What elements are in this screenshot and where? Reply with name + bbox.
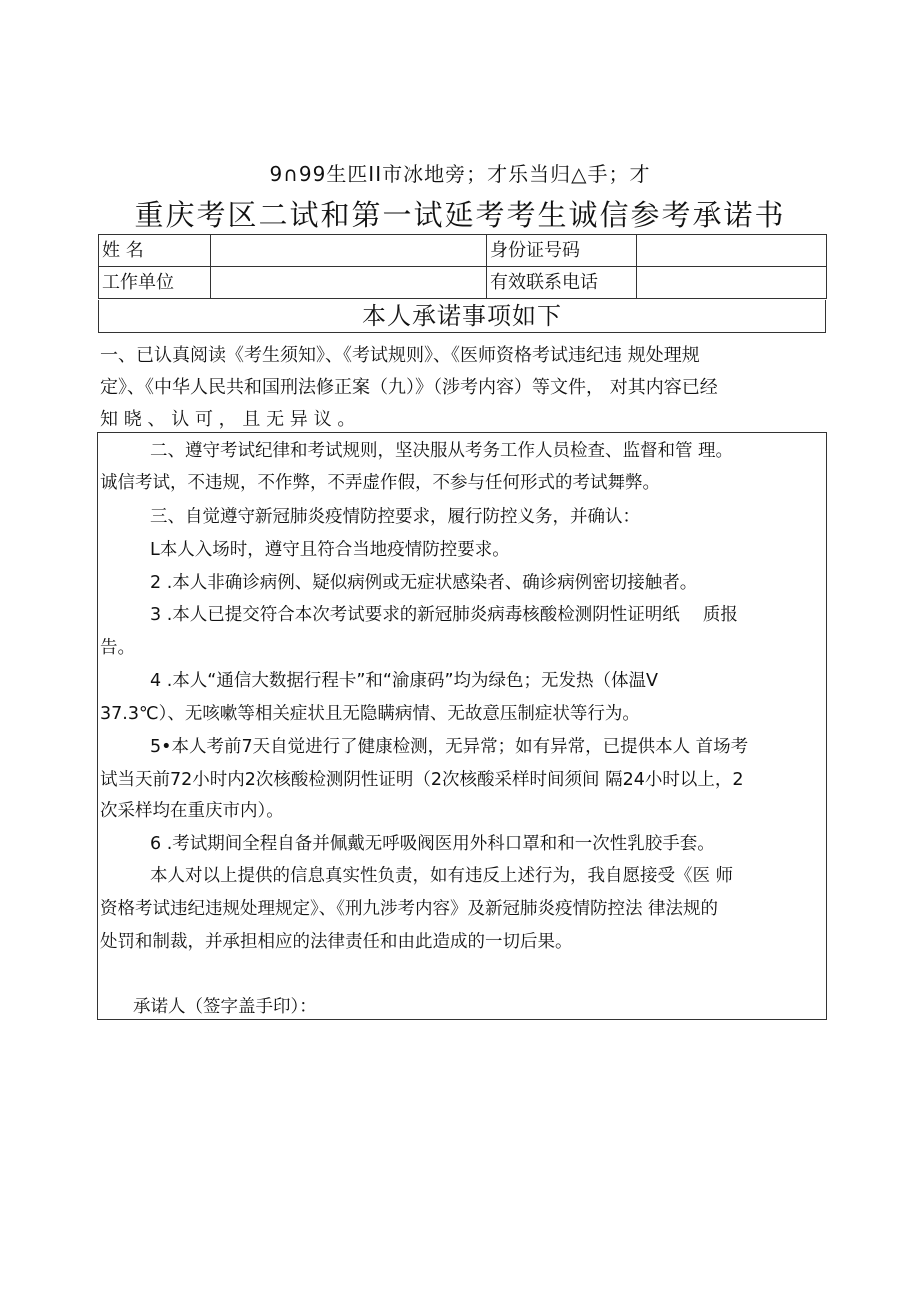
commitment-box (97, 432, 827, 1020)
clause-one (100, 340, 826, 436)
spread-char: 认 (171, 409, 190, 430)
item-2: 2 .本人非确诊病例、疑似病例或无症状感染者、确诊病例密切接触者。 (150, 573, 698, 593)
work-unit-field[interactable] (211, 267, 487, 299)
phone-field[interactable] (637, 267, 827, 299)
closing-line: 处罚和制裁，并承担相应的法律责任和由此造成的一切后果。 (100, 932, 573, 952)
spread-char: 无 (266, 409, 285, 430)
spread-char: 议 (313, 409, 332, 430)
table-row (99, 267, 827, 299)
name-field[interactable] (211, 235, 487, 267)
item-5-line: 5•本人考前7天自觉进行了健康检测，无异常；如有异常，已提供本人 首场考 (150, 737, 749, 757)
document-subtitle: 9∩99生匹II市冰地旁；才乐当归△手；才 (269, 162, 651, 186)
item-3-line: 告。 (100, 638, 135, 658)
item-1: L本人入场时，遵守且符合当地疫情防控要求。 (150, 540, 510, 560)
item-3-line: 3 .本人已提交符合本次考试要求的新冠肺炎病毒核酸检测阴性证明纸 质报 (150, 605, 738, 625)
spread-char: 可 (194, 409, 213, 430)
spread-char: ， (218, 409, 237, 430)
closing-line: 资格考试违纪违规处理规定》、《刑九涉考内容》及新冠肺炎疫情防控法 律法规的 (100, 899, 719, 919)
item-4-line: 4 .本人“通信大数据行程卡”和“渝康码”均为绿色；无发热（体温V (150, 671, 658, 691)
item-6: 6 .考试期间全程自备并佩戴无呼吸阀医用外科口罩和和一次性乳胶手套。 (150, 834, 715, 854)
id-number-field[interactable] (637, 235, 827, 267)
spread-char: 。 (337, 409, 356, 430)
clause-three: 三、自觉遵守新冠肺炎疫情防控要求，履行防控义务，并确认： (150, 507, 640, 527)
signature-label: 承诺人（签字盖手印）： (133, 997, 317, 1017)
id-number-label: 身份证号码 (487, 235, 637, 267)
table-row (99, 235, 827, 267)
clause-two-line: 二、遵守考试纪律和考试规则，坚决服从考务工作人员检查、监督和管 理。 (150, 441, 734, 461)
item-5-line: 次采样均在重庆市内）。 (100, 801, 284, 821)
closing-line: 本人对以上提供的信息真实性负责，如有违反上述行为，我自愿接受《医 师 (150, 866, 734, 886)
name-label: 姓 名 (99, 235, 211, 267)
phone-label: 有效联系电话 (487, 267, 637, 299)
spread-char: 异 (289, 409, 308, 430)
section-heading: 本人承诺事项如下 (98, 300, 826, 333)
clause-one-line: 定》、《中华人民共和国刑法修正案（九）》（涉考内容）等文件， 对其内容已经 (100, 377, 718, 398)
spread-char: 晓 (123, 409, 142, 430)
clause-two-line: 诚信考试，不违规，不作弊，不弄虚作假，不参与任何形式的考试舞弊。 (100, 473, 660, 493)
clause-one-line: 一、已认真阅读《考生须知》、《考试规则》、《医师资格考试违纪违 规处理规 (100, 345, 700, 366)
item-5-line: 试当天前72小时内2次核酸检测阴性证明（2次核酸采样时间须间 隔24小时以上，2 (100, 770, 744, 790)
spread-char: 、 (147, 409, 166, 430)
personal-info-table (98, 234, 827, 299)
document-title: 重庆考区二试和第一试延考考生诚信参考承诺书 (134, 198, 786, 232)
item-4-line: 37.3℃）、无咳嗽等相关症状且无隐瞒病情、无故意压制症状等行为。 (100, 704, 640, 724)
spread-char: 且 (242, 409, 261, 430)
work-unit-label: 工作单位 (99, 267, 211, 299)
spread-char: 知 (100, 409, 118, 430)
